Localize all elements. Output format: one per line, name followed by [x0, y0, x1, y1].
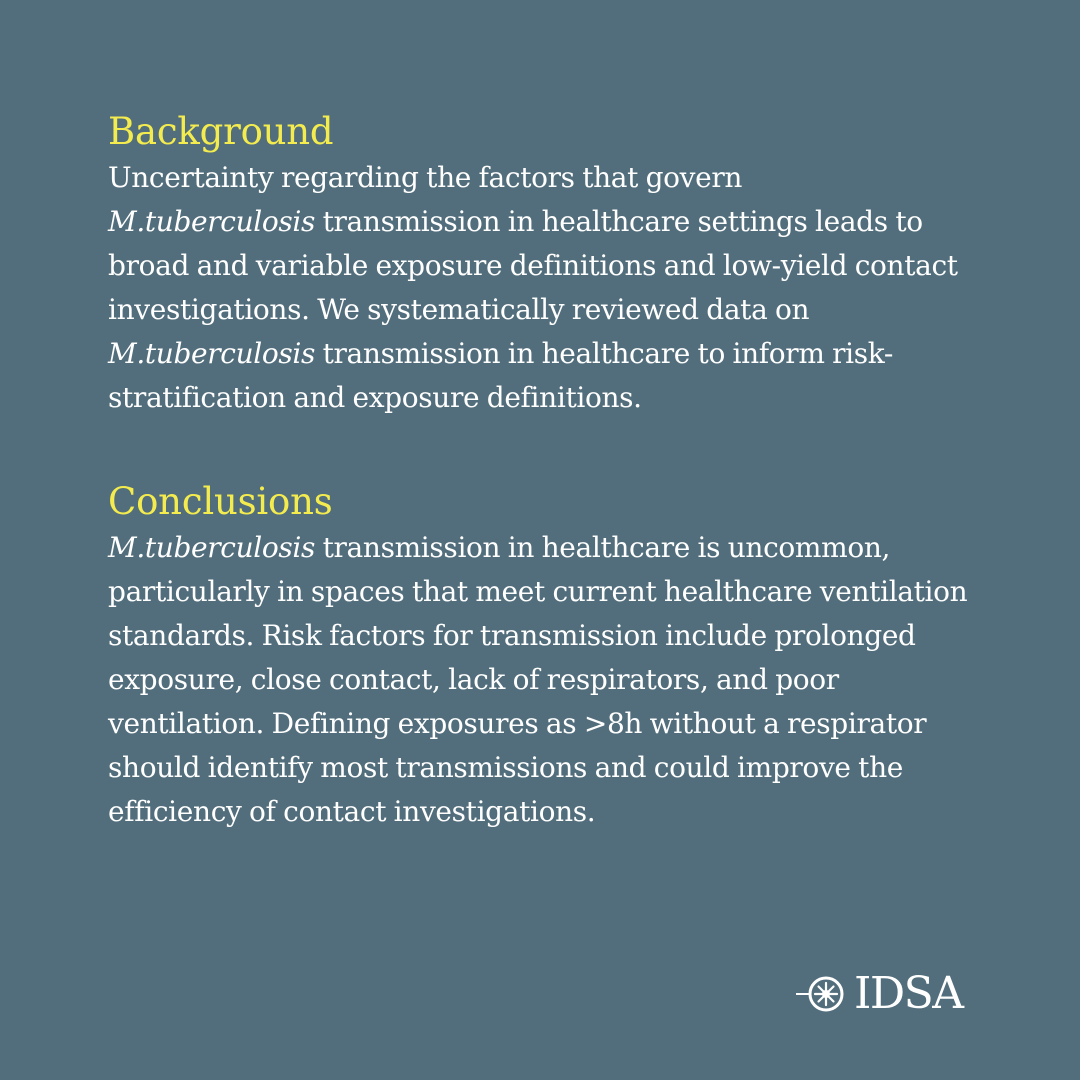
conclusions-paragraph	[108, 526, 968, 834]
star-burst-icon	[796, 966, 854, 1022]
logo-text: IDSA	[854, 968, 963, 1019]
section-spacer	[108, 420, 968, 478]
abstract-content	[108, 108, 968, 834]
conclusions-italic-term: M.tuberculosis	[108, 531, 316, 564]
conclusions-text: transmission in healthcare is uncommon, particularly in spaces that meet current healthcare ventilation standards. Risk factors for transmission include prolonged exposure, close contact, lack of respirators, and poor ventilation. Defining exposures as >8h without a respirator should identify most transmissions and could improve the efficiency of contact investigations.	[108, 531, 968, 828]
background-text-line1: Uncertainty regarding the factors that govern	[108, 161, 743, 194]
background-paragraph	[108, 156, 968, 420]
idsa-logo	[796, 966, 976, 1022]
conclusions-heading: Conclusions	[108, 480, 333, 523]
background-italic-term-2: M.tuberculosis	[108, 337, 316, 370]
background-text-part2: transmission in healthcare settings leads to broad and variable exposure definitions and low-yield contact investigations. We systematically reviewed data on	[108, 205, 958, 326]
background-heading: Background	[108, 110, 334, 153]
background-text-part3: transmission in healthcare to inform risk-stratification and exposure definitions.	[108, 337, 893, 414]
background-italic-term-1: M.tuberculosis	[108, 205, 316, 238]
